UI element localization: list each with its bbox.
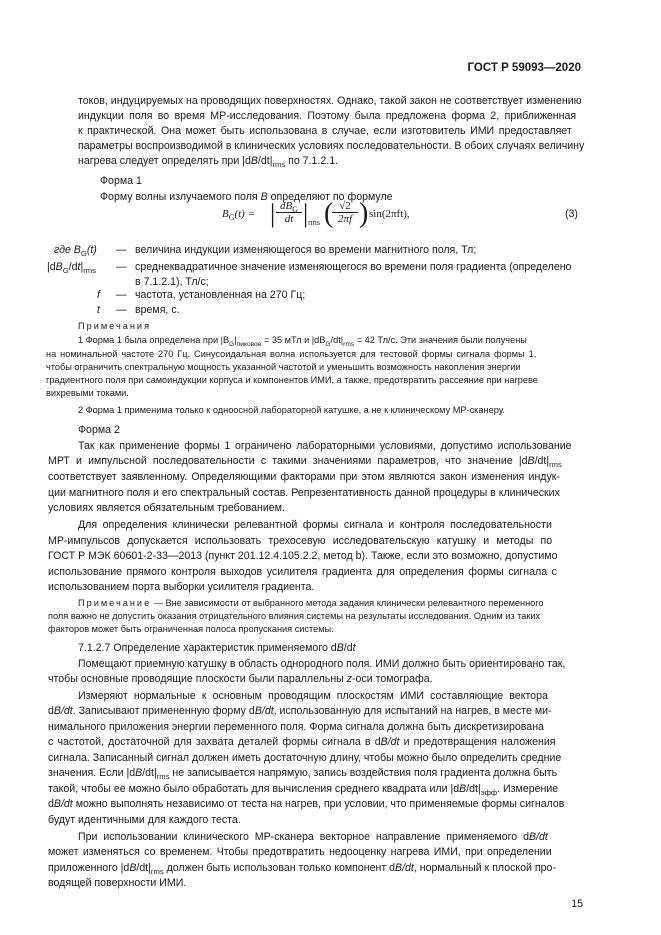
form2-note: факторов может быть ограниченная полоса пропускания системы. xyxy=(48,624,334,634)
section-line: нимального приложения энергии переменного поля. Форма сигнала должна быть дискретизирована xyxy=(48,721,544,733)
def-text: время, с. xyxy=(135,304,180,316)
def-dash: — xyxy=(116,261,127,273)
intro-line: параметры воспроизводимой в клинических условиях последовательности. В обоих случаях величину xyxy=(78,140,585,152)
section-line: сигнала. Записанный сигнал должен иметь достаточную длину, чтобы можно было определить средние xyxy=(48,752,562,764)
note-line: 2 Форма 1 применима только к одноосной лабораторной катушке, а не к клиническому МР-сканеру. xyxy=(78,405,505,415)
intro-line: токов, индуцируемых на проводящих поверхностях. Однако, такой закон не соответствует изменению xyxy=(78,95,582,107)
form1-title: Форма 1 xyxy=(100,175,142,187)
section-line: dB/dt можно выполнять независимо от теста на нагрев, при условии, что применяемые формы сигналов xyxy=(48,798,565,810)
def-dash: — xyxy=(116,244,127,256)
intro-line: нагрева следует определять при $|dB/dt|_{rms}$ по 7.1.2.1. xyxy=(78,155,339,170)
form2-line: ции магнитного поля и его спектральный состав. Репрезентативность данной процедуры в клинических xyxy=(48,487,560,499)
section-line: приложенного $|dB/dt|_{rms}$ должен быть использован только компонент dB/dt, нормальный к плоской про- xyxy=(48,862,556,877)
note-line: на номинальной частоте 270 Гц. Синусоидальная волна используется для тестовой формы сигнала формы 1, xyxy=(46,349,537,359)
form2-line: МРТ и импульсной последовательности с такими значениями параметров, что значение $|dB/dt|_{rms}$ xyxy=(48,455,562,470)
standard-header: ГОСТ Р 59093—2020 xyxy=(467,62,581,74)
form2-note: поля важно не допустить оказания отрицательного влияния системы на результаты исследования. Одним из таких xyxy=(48,611,541,621)
section-line: Измеряют нормальные к основным проводящим плоскостям ИМИ составляющие вектора xyxy=(78,690,548,702)
def-text: величина индукции изменяющегося во времени магнитного поля, Тл; xyxy=(135,244,477,256)
section-line: будут идентичными для каждого теста. xyxy=(48,814,241,826)
def-dbdt: $|dB_G/dt|_{rms}$ xyxy=(47,261,96,276)
section-line: При использовании клинического МР-сканера векторное направление применяемого dB/dt xyxy=(78,831,548,843)
def-bg: где $B_G(t)$ xyxy=(54,244,97,259)
equation-number: (3) xyxy=(565,208,578,220)
form2-line: условиях является обязательным требованием. xyxy=(48,502,285,514)
formula-3: $B_G(t)$ = | $dB_G$ dt | rms ( $\frac{√2}{2\pi f}$ ) sin(2πft), xyxy=(222,198,410,229)
note-line: градиентного поля при самоиндукции корпуса и компонентов ИМИ, а также, предотвратить рассеяние при нагреве xyxy=(46,375,538,385)
def-f: f xyxy=(97,289,100,301)
section-line: такой, чтобы ее можно было обработать для вычисления среднего квадрата или $|dB/dt|_{эфф}$. Измерение xyxy=(48,783,559,798)
section-line: значения. Если $|dB/dt|_{rms}$ не записывается напрямую, запись воздействия поля градиента должна быть xyxy=(48,767,558,782)
note-line: чтобы ограничить спектральную мощность указанной частотой и уменьшить возможность накопления энергии xyxy=(46,362,521,372)
def-t: t xyxy=(97,304,100,316)
note-line: вихревыми токами. xyxy=(46,388,129,398)
page-number: 15 xyxy=(571,898,583,910)
form2-line: соответствует заявленному. Определяющими факторами при этом являются закон изменения индук- xyxy=(48,471,560,483)
form2-note: Примечание — Вне зависимости от выбранного метода задания клинически релевантного переменного xyxy=(78,598,544,608)
form2-line: использование прямого контроля выходов усилителя градиента для определения формы сигнала с xyxy=(48,566,557,578)
form2-title: Форма 2 xyxy=(78,424,120,436)
section-line: водящей поверхности ИМИ. xyxy=(48,877,187,889)
intro-line: индукции поля во время МР-исследования. Поэтому была предложена форма 2, приближенная xyxy=(78,110,577,122)
def-dash: — xyxy=(116,304,127,316)
section-line: чтобы основные проводящие плоскости были параллельны z-оси томографа. xyxy=(48,673,433,685)
def-dash: — xyxy=(116,289,127,301)
section-line: Помещают приемную катушку в область однородного поля. ИМИ должно быть ориентировано так, xyxy=(78,658,566,670)
notes-title: Примечания xyxy=(78,321,152,331)
section-line: dB/dt. Записывают примененную форму dB/dt, использованную для испытаний на нагрев, в месте ми- xyxy=(48,705,552,717)
def-text: частота, установленная на 270 Гц; xyxy=(135,289,306,301)
form2-line: Для определения клинически релевантной формы сигнала и контроля последовательности xyxy=(78,519,552,531)
form2-line: Так как применение формы 1 ограничено лабораторными условиями, допустимо использование xyxy=(78,440,572,452)
note-line: 1 Форма 1 была определена при $|B_G|_{пиковое} = 35$ мТл и $|dB_G/dt|_{rms} = 42$ Тл/с. Эти значения были получены xyxy=(78,335,527,348)
section-line: может изменяться со временем. Чтобы предотвратить недооценку нагрева ИМИ, при определении xyxy=(48,846,552,858)
section-title: 7.1.2.7 Определение характеристик применяемого dB/dt xyxy=(78,642,356,654)
section-line: с частотой, достаточной для захвата деталей формы сигнала в dB/dt и предотвращения наложения xyxy=(48,736,556,748)
def-text: в 7.1.2.1), Тл/с; xyxy=(135,276,209,288)
form2-line: ГОСТ Р МЭК 60601-2-33—2013 (пункт 201.12.4.105.2.2, метод b). Также, если это возможно, допустимо xyxy=(48,550,558,562)
form1-text: Форму волны излучаемого поля B определяют по формуле xyxy=(100,191,393,203)
form2-line: использованием порта выборки усилителя градиента. xyxy=(48,581,315,593)
intro-line: к практической. Она может быть использована в случае, если изготовитель ИМИ предоставляет xyxy=(78,125,572,137)
def-text: среднеквадратичное значение изменяющегося во времени поля градиента (определено xyxy=(135,261,572,273)
form2-line: МР-импульсов допускается использовать трехосевую исследовательскую катушку и методы по xyxy=(48,535,553,547)
